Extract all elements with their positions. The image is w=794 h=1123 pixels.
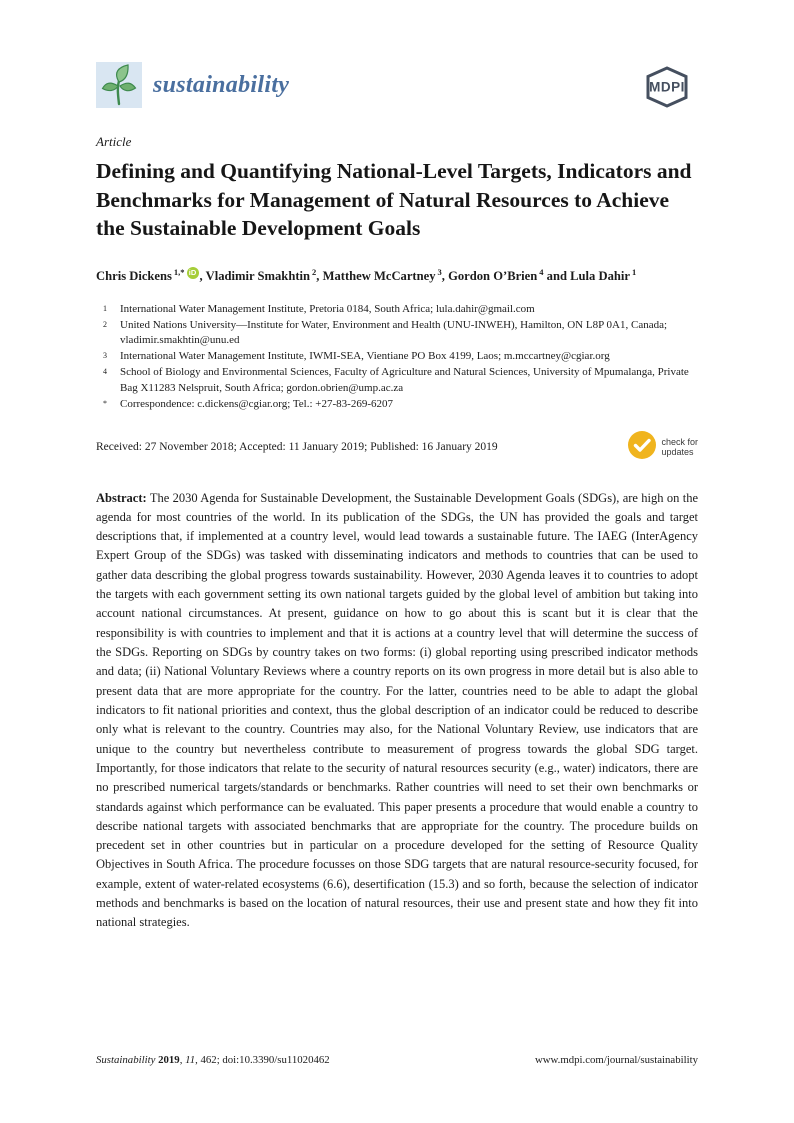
- author-separator: ,: [316, 268, 323, 283]
- dates-line: Received: 27 November 2018; Accepted: 11 January 2019; Published: 16 January 2019: [96, 441, 498, 454]
- check-circle-icon: [627, 430, 657, 465]
- affiliation-item: [96, 365, 698, 397]
- dates-row: [96, 430, 698, 465]
- abstract-text: The 2030 Agenda for Sustainable Development, the Sustainable Development Goals (SDGs), are high on the agenda for most countries of the world. In its publication of the SDGs, the UN has provided the goals and target descriptions that, if implemented at a country level, would lead towards a sustainable future. The IAEG (InterAgency Expert Group of the SDGs) was tasked with disseminating indicators and methods to countries that can be used to gather data describing the global progress towards sustainability. However, 2030 Agenda leaves it to countries to adopt the targets with each government setting its own national targets guided by the global level of ambition but taking into account national circumstances. At present, guidance on how to go about this is scant but it is clear that the responsibility is with countries to implement and that it is actions at a country level that will determine the success of the SDGs. Reporting on SDGs by country takes on two forms: (i) global reporting using prescribed indicator methods and data; (ii) National Voluntary Reviews where a country reports on its own progress in more detail but is also able to present data that are more appropriate for the country. For the latter, countries need to be able to adapt the global indicators to fit national priorities and context, thus the global description of an indicator could be reduced to describe only what is relevant to the country. Countries may also, for the National Voluntary Review, use indicators that are unique to the country but nevertheless contribute to measurement of progress towards the global SDG target. Importantly, for those indicators that relate to the security of natural resources security (e.g., water) indicators, there are no prescribed numerical targets/standards or benchmarks. Rather countries will need to set their own benchmarks or standards against which performance can be evaluated. This paper presents a procedure that would enable a country to describe national targets with associated benchmarks that are appropriate for the country. The procedure builds on precedent set in other countries but in particular on a procedure developed for the setting of Resource Quality Objectives in South Africa. The procedure focusses on those SDG targets that are natural resource-security focused, for example, extent of water-related ecosystems (6.6), desertification (15.3) and so forth, because the selection of indicator methods and benchmarks is based on the location of natural resources, their use and present state and how they fit into national strategies.: [96, 490, 699, 930]
- page-footer: [96, 1054, 698, 1066]
- affiliation-item: [96, 302, 698, 318]
- abstract: [96, 489, 698, 933]
- author-affiliation-marker: 1: [631, 266, 637, 277]
- author-name: Matthew McCartney: [322, 268, 436, 283]
- citation-line: Sustainability 2019, 11, 462; doi:10.3390/su11020462: [96, 1054, 330, 1066]
- correspondence-item: [96, 397, 698, 413]
- author-separator: ,: [441, 268, 449, 283]
- author-list: [96, 265, 698, 287]
- affiliation-number: 3: [103, 351, 107, 361]
- affiliation-list: [96, 302, 698, 413]
- author-affiliation-marker: 4: [539, 266, 544, 277]
- author-separator: and: [543, 268, 571, 283]
- paper-title: Defining and Quantifying National-Level Targets, Indicators and Benchmarks for Management of Natural Resources to Achieve the Sustainable Development Goals: [96, 159, 692, 241]
- sustainability-plant-icon: [96, 62, 142, 108]
- check-for-updates-badge[interactable]: [627, 430, 698, 465]
- page-header: [96, 62, 698, 110]
- orcid-icon[interactable]: iD: [187, 267, 199, 279]
- mdpi-logo-text: MDPI: [649, 79, 685, 95]
- affiliation-text: International Water Management Institute, Pretoria 0184, South Africa; lula.dahir@gmail.com: [120, 302, 535, 315]
- correspondence-text: Correspondence: c.dickens@cgiar.org; Tel.: +27-83-269-6207: [120, 397, 393, 410]
- affiliation-text: School of Biology and Environmental Sciences, Faculty of Agriculture and Natural Sciences, University of Mpumalanga, Private Bag X11283 Nelspruit, South Africa; gordon.obrien@ump.ac.za: [120, 366, 689, 394]
- affiliation-number: 2: [103, 319, 107, 329]
- journal-brand: [96, 62, 289, 108]
- affiliation-number: 1: [103, 303, 107, 313]
- author-affiliation-marker: 2: [312, 266, 317, 277]
- author-name: Chris Dickens: [96, 268, 172, 283]
- author-name: Gordon O’Brien: [448, 268, 538, 283]
- affiliation-text: International Water Management Institute, IWMI-SEA, Vientiane PO Box 4199, Laos; m.mccartney@cgiar.org: [120, 350, 610, 363]
- affiliation-number: 4: [103, 367, 107, 377]
- author-name: Vladimir Smakhtin: [205, 268, 311, 283]
- affiliation-item: [96, 318, 698, 350]
- mdpi-logo: [636, 64, 698, 110]
- affiliation-text: United Nations University—Institute for Water, Environment and Health (UNU-INWEH), Hamilton, ON L8P 0A1, Canada; vladimir.smakhtin@unu.ed: [120, 318, 668, 347]
- check-for-updates-label: check for updates: [661, 436, 698, 458]
- correspondence-marker: *: [103, 398, 107, 408]
- journal-url-link[interactable]: www.mdpi.com/journal/sustainability: [534, 1054, 698, 1066]
- article-type-label: Article: [96, 134, 132, 149]
- author-affiliation-marker: 3: [437, 266, 442, 277]
- author-affiliation-marker: 1,*: [173, 266, 185, 277]
- abstract-label: Abstract:: [96, 490, 147, 505]
- author-separator: ,: [199, 268, 206, 283]
- journal-name: sustainability: [153, 71, 290, 98]
- affiliation-item: [96, 349, 698, 365]
- author-name: Lula Dahir: [570, 268, 630, 283]
